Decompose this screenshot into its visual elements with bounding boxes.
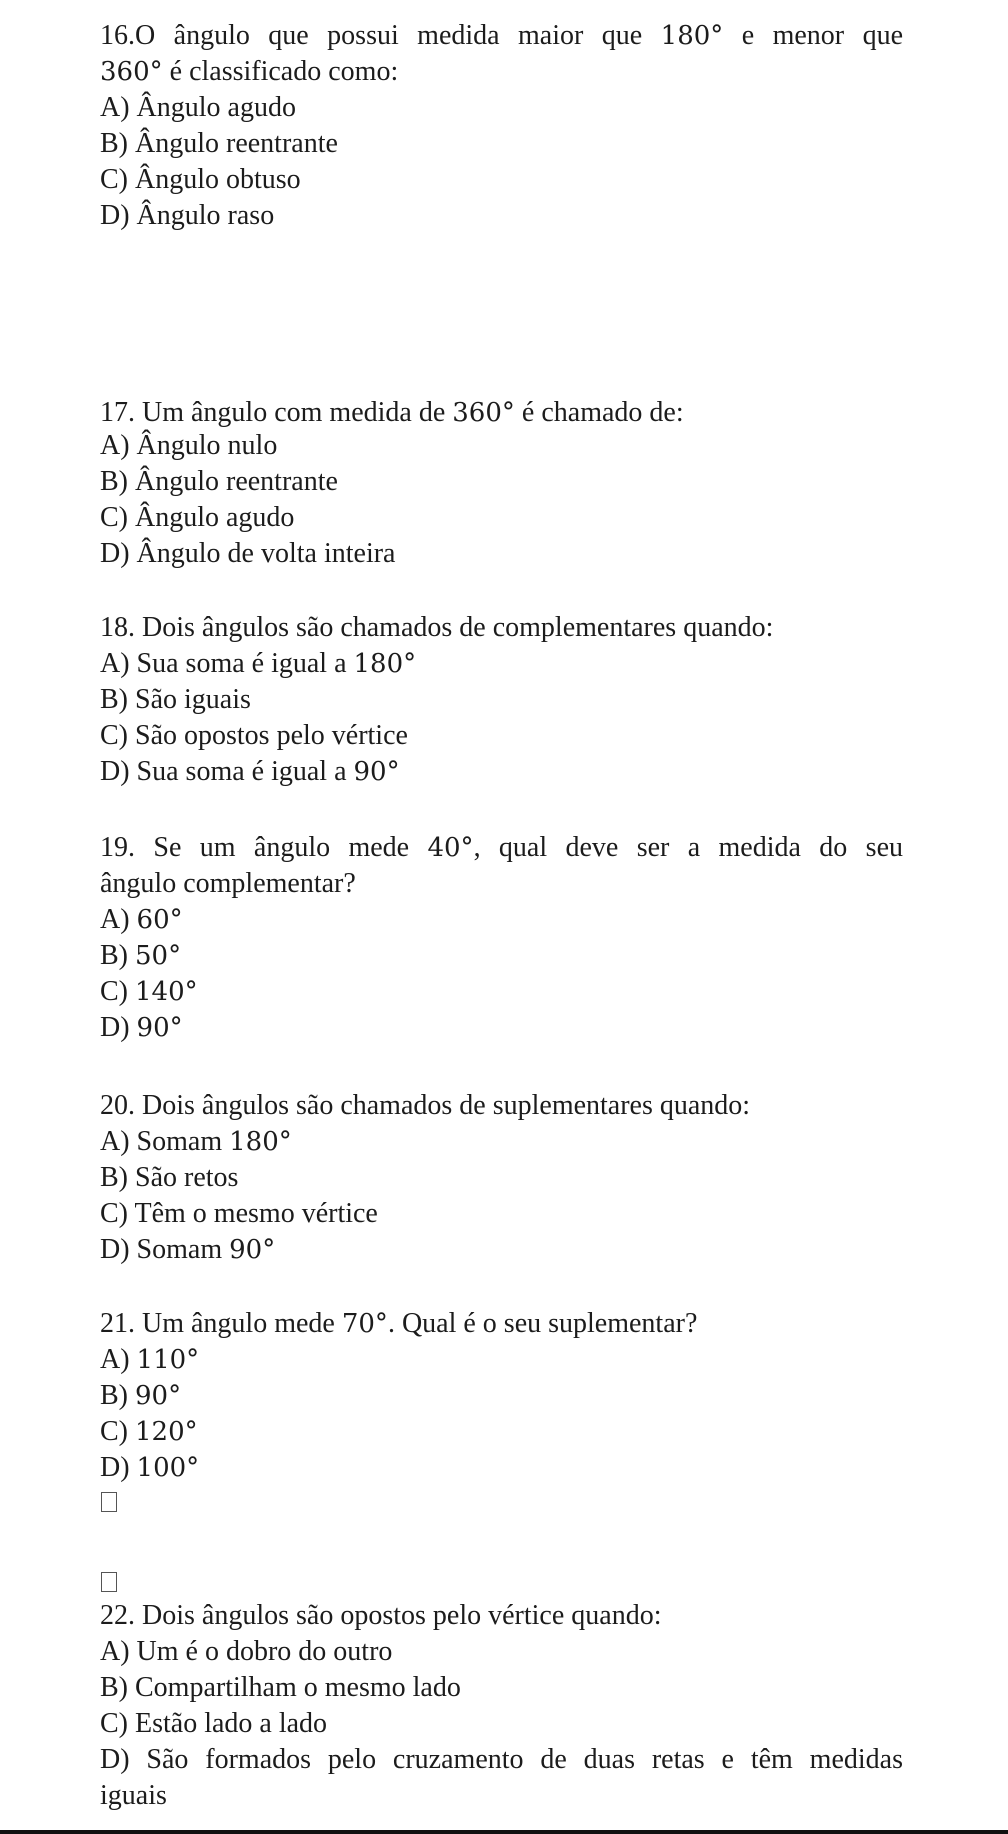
question-16-option-c [100, 162, 301, 198]
question-17-option-c [100, 500, 294, 536]
option-letter: B) [100, 128, 128, 159]
option-text: Têm o mesmo vértice [134, 1198, 378, 1229]
question-17-number: 17. [100, 397, 135, 428]
option-text: Ângulo agudo [136, 92, 296, 123]
question-22-option-d [100, 1742, 903, 1778]
option-letter: D) [100, 1234, 130, 1265]
question-22-option-a [100, 1634, 392, 1670]
question-19-option-b [100, 938, 181, 974]
option-text: São iguais [135, 684, 251, 715]
question-18-option-b [100, 682, 251, 718]
question-22-stem-line [100, 1598, 661, 1634]
option-letter: A) [100, 1636, 130, 1667]
question-21-stem: Um ângulo mede [142, 1308, 335, 1339]
option-letter: D) [100, 1744, 130, 1775]
option-value: 90° [136, 1013, 183, 1043]
question-17-value-360: 360° [452, 398, 515, 428]
option-text: iguais [100, 1780, 167, 1811]
question-21-stem-line [100, 1306, 697, 1342]
option-text: Sua soma é igual a [136, 756, 347, 787]
option-letter: C) [100, 502, 128, 533]
option-letter: B) [100, 684, 128, 715]
question-19-number: 19. [100, 832, 135, 863]
question-16-value-180: 180° [660, 21, 724, 51]
question-20-option-b [100, 1160, 238, 1196]
question-20-stem-line [100, 1088, 750, 1124]
option-letter: A) [100, 430, 130, 461]
question-20-stem: Dois ângulos são chamados de suplementares quando: [142, 1090, 751, 1121]
option-letter: A) [100, 92, 130, 123]
option-text: Ângulo obtuso [135, 164, 301, 195]
question-22-option-d-continuation [100, 1778, 167, 1814]
question-20-option-c [100, 1196, 378, 1232]
question-16-option-b [100, 126, 338, 162]
question-19-option-c [100, 974, 198, 1010]
question-21-value-70: 70° [341, 1309, 388, 1339]
question-17-stem-end: é chamado de: [521, 397, 684, 428]
question-16-stem-middle: e menor que [741, 20, 903, 51]
question-16-line-1 [100, 18, 903, 54]
option-text: São opostos pelo vértice [135, 720, 408, 751]
option-letter: A) [100, 648, 130, 679]
question-19-stem: Se um ângulo mede [153, 832, 410, 863]
option-text: Ângulo de volta inteira [136, 538, 396, 569]
option-value: 60° [136, 905, 183, 935]
option-text: Um é o dobro do outro [136, 1636, 393, 1667]
question-21-option-c [100, 1414, 198, 1450]
question-17-option-d [100, 536, 395, 572]
question-19-line-1 [100, 830, 903, 866]
question-21-number: 21. [100, 1308, 135, 1339]
question-20-number: 20. [100, 1090, 135, 1121]
question-16-option-a [100, 90, 296, 126]
option-letter: B) [100, 466, 128, 497]
question-17-stem: Um ângulo com medida de [142, 397, 446, 428]
question-19-line-2 [100, 866, 356, 902]
option-value: 110° [136, 1345, 200, 1375]
option-value: 140° [135, 977, 198, 1007]
question-17-option-b [100, 464, 338, 500]
question-17-stem-line [100, 395, 684, 431]
empty-glyph-box [101, 1572, 117, 1592]
question-21-option-b [100, 1378, 181, 1414]
question-18-option-c [100, 718, 408, 754]
option-letter: C) [100, 1708, 128, 1739]
option-letter: C) [100, 164, 128, 195]
question-16-stem: O ângulo que possui medida maior que [135, 20, 643, 51]
question-22-stem: Dois ângulos são opostos pelo vértice quando: [142, 1600, 662, 1631]
option-letter: D) [100, 756, 130, 787]
option-text: Ângulo reentrante [135, 466, 338, 497]
option-letter: B) [100, 1162, 128, 1193]
option-letter: C) [100, 1416, 128, 1447]
option-text: Ângulo agudo [135, 502, 295, 533]
question-19-option-d [100, 1010, 183, 1046]
option-text: Ângulo nulo [136, 430, 278, 461]
option-letter: D) [100, 538, 130, 569]
option-value: 50° [135, 941, 182, 971]
option-letter: D) [100, 1012, 130, 1043]
question-22-number: 22. [100, 1600, 135, 1631]
option-letter: C) [100, 976, 128, 1007]
question-21-stem-end: . Qual é o seu suplementar? [387, 1308, 698, 1339]
question-19-stem-middle: , qual deve ser a medida do seu [473, 832, 904, 863]
option-letter: B) [100, 1380, 128, 1411]
option-letter: A) [100, 904, 130, 935]
question-16-value-360: 360° [100, 57, 163, 87]
question-18-option-d [100, 754, 400, 790]
question-21-option-a [100, 1342, 199, 1378]
option-text: Compartilham o mesmo lado [135, 1672, 461, 1703]
option-value: 90° [229, 1235, 276, 1265]
question-16-line-2 [100, 54, 398, 90]
option-letter: A) [100, 1126, 130, 1157]
option-letter: D) [100, 1452, 130, 1483]
question-17-option-a [100, 428, 277, 464]
option-text: Estão lado a lado [135, 1708, 328, 1739]
option-value: 180° [353, 649, 417, 679]
question-18-stem: Dois ângulos são chamados de complementares quando: [142, 612, 774, 643]
option-text: Sua soma é igual a [136, 648, 347, 679]
option-letter: B) [100, 1672, 128, 1703]
question-22-option-b [100, 1670, 461, 1706]
question-19-option-a [100, 902, 183, 938]
option-letter: B) [100, 940, 128, 971]
option-letter: A) [100, 1344, 130, 1375]
question-20-option-d [100, 1232, 275, 1268]
question-18-number: 18. [100, 612, 135, 643]
option-value: 180° [229, 1127, 292, 1157]
question-20-option-a [100, 1124, 292, 1160]
option-value: 120° [135, 1417, 198, 1447]
option-value: 90° [353, 757, 400, 787]
option-value: 90° [135, 1381, 182, 1411]
question-16-stem-end: é classificado como: [169, 56, 399, 87]
option-text: São retos [135, 1162, 239, 1193]
option-value: 100° [136, 1453, 200, 1483]
option-text: Ângulo reentrante [135, 128, 338, 159]
question-18-option-a [100, 646, 416, 682]
bottom-border [0, 1830, 1008, 1834]
question-21-option-d [100, 1450, 199, 1486]
question-16-number: 16. [100, 20, 135, 51]
option-text: São formados pelo cruzamento de duas retas e têm medidas [146, 1744, 903, 1775]
option-letter: C) [100, 1198, 128, 1229]
question-22-option-c [100, 1706, 327, 1742]
option-letter: D) [100, 200, 130, 231]
question-19-value-40: 40° [427, 833, 474, 863]
option-text: Ângulo raso [136, 200, 275, 231]
question-19-stem-end: ângulo complementar? [100, 868, 356, 899]
option-letter: C) [100, 720, 128, 751]
option-text: Somam [136, 1126, 223, 1157]
empty-glyph-box [101, 1492, 117, 1512]
question-18-stem-line [100, 610, 773, 646]
question-16-option-d [100, 198, 274, 234]
option-text: Somam [136, 1234, 223, 1265]
